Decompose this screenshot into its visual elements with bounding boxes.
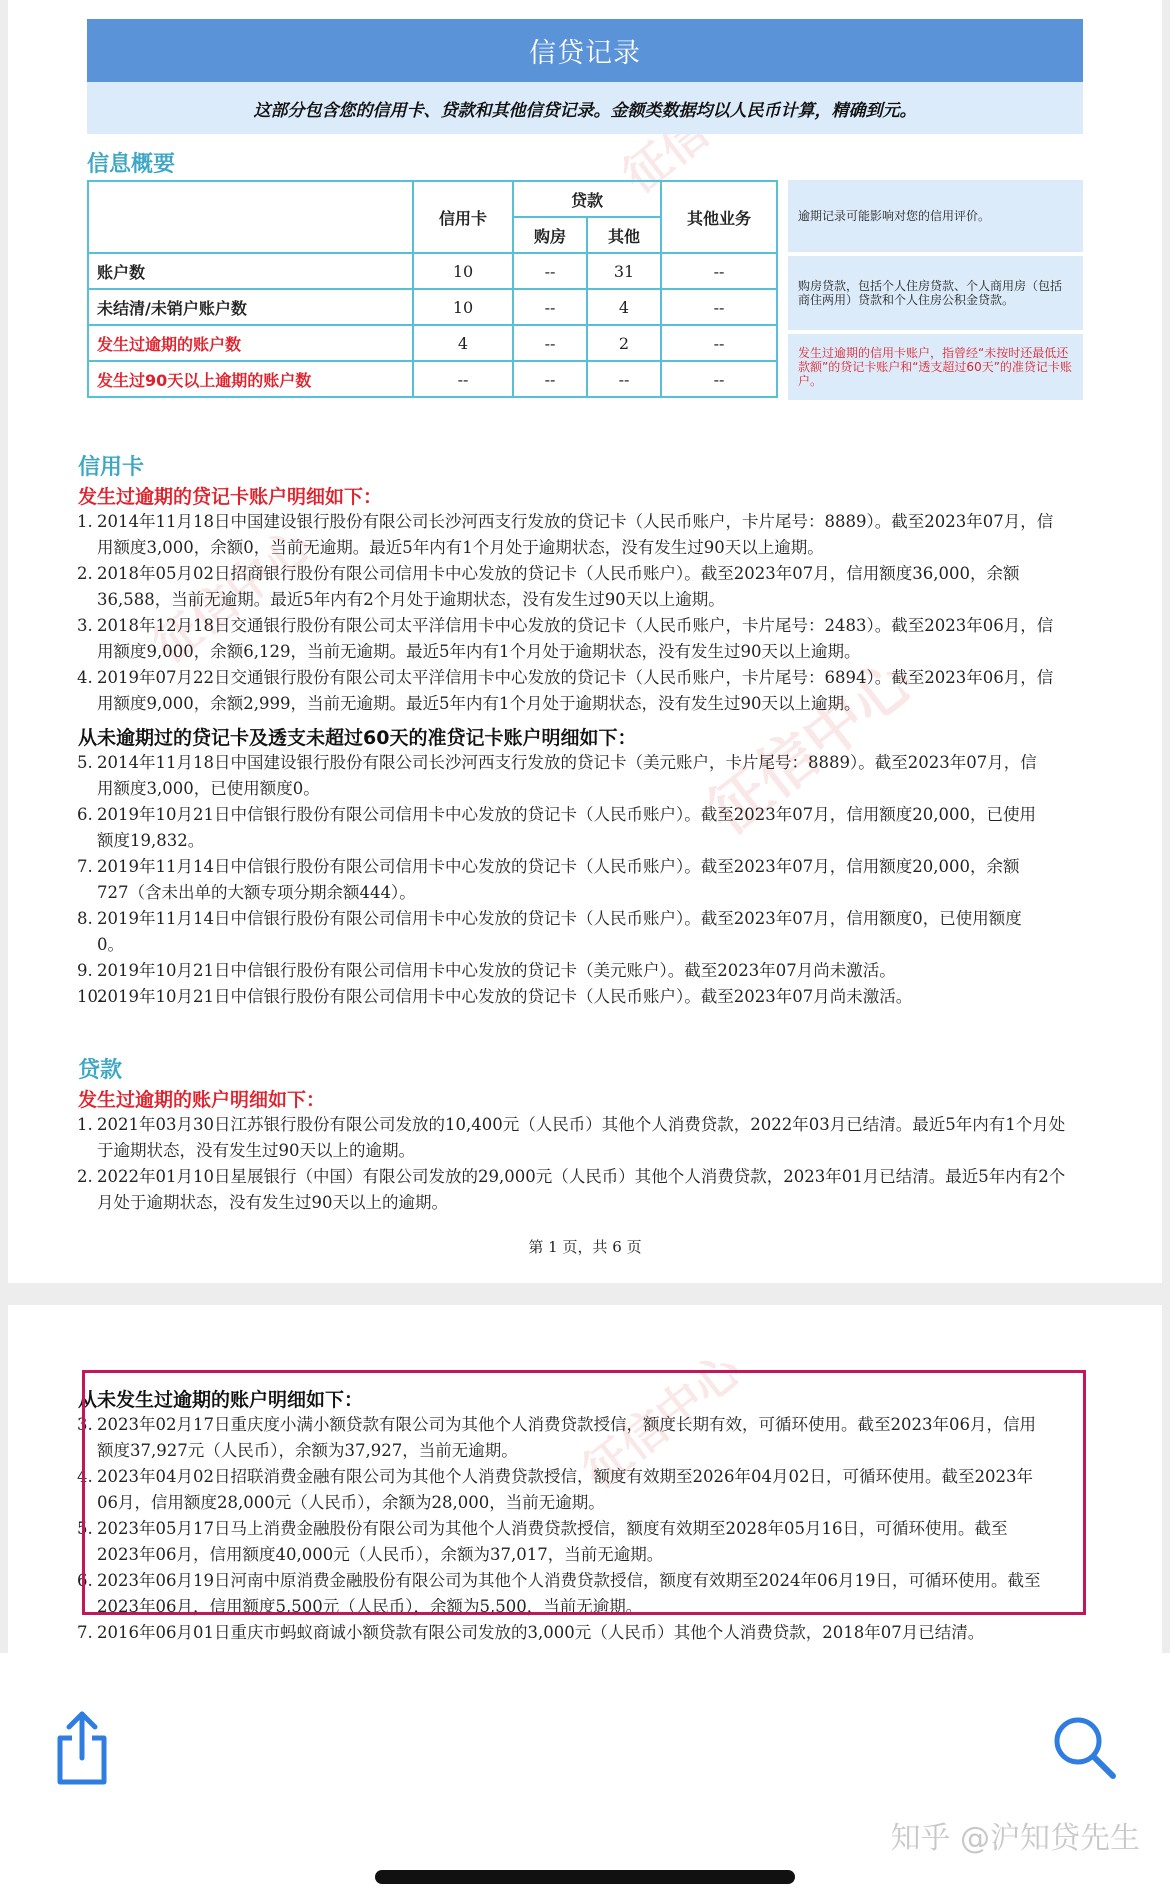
note-overdue-impact: 逾期记录可能影响对您的信用评价。 bbox=[788, 180, 1083, 252]
cell-other-business: -- bbox=[661, 361, 777, 397]
cc-overdue-list bbox=[78, 509, 1098, 717]
col-loan-other: 其他 bbox=[587, 217, 661, 253]
item-text: 2019年10月21日中信银行股份有限公司信用卡中心发放的贷记卡（人民币账户）。截至2023年07月尚未激活。 bbox=[97, 987, 913, 1006]
item-text: 0。 bbox=[97, 935, 124, 954]
cell-loan-house: -- bbox=[513, 325, 587, 361]
loan-overdue-heading: 发生过逾期的账户明细如下： bbox=[78, 1089, 326, 1111]
item-text: 2019年11月14日中信银行股份有限公司信用卡中心发放的贷记卡（人民币账户）。截至2023年07月，信用额度20,000，余额 bbox=[97, 857, 1020, 876]
loan-overdue-list bbox=[78, 1112, 1098, 1216]
cell-loan-other: -- bbox=[587, 361, 661, 397]
item-text: 2016年06月01日重庆市蚂蚁商诚小额贷款有限公司发放的3,000元（人民币）其他个人消费贷款，2018年07月已结清。 bbox=[97, 1623, 985, 1642]
summary-table bbox=[87, 180, 778, 398]
item-text: 2023年02月17日重庆度小满小额贷款有限公司为其他个人消费贷款授信，额度长期有效，可循环使用。截至2023年06月，信用 bbox=[97, 1415, 1036, 1434]
no-overdue-heading: 从未发生过逾期的账户明细如下： bbox=[78, 1389, 364, 1411]
list-item bbox=[78, 1112, 1098, 1164]
list-item bbox=[78, 854, 1098, 906]
item-number: 4. bbox=[77, 668, 93, 687]
item-text: 2018年05月02日招商银行股份有限公司信用卡中心发放的贷记卡（人民币账户）。截至2023年07月，信用额度36,000，余额 bbox=[97, 564, 1020, 583]
loan-title: 贷款 bbox=[78, 1058, 123, 1083]
note-overdue-definition: 发生过逾期的信用卡账户，指曾经“未按时还最低还款额”的贷记卡账户和“透支超过60天”的准贷记卡账户。 bbox=[788, 334, 1083, 400]
list-item bbox=[78, 1620, 1098, 1646]
cell-loan-other: 2 bbox=[587, 325, 661, 361]
item-text: 额度37,927元（人民币），余额为37,927，当前无逾期。 bbox=[97, 1441, 518, 1460]
item-text: 月处于逾期状态，没有发生过90天以上的逾期。 bbox=[97, 1193, 448, 1212]
cell-loan-other: 4 bbox=[587, 289, 661, 325]
home-indicator[interactable] bbox=[375, 1870, 795, 1884]
cell-loan-house: -- bbox=[513, 289, 587, 325]
cell-other-business: -- bbox=[661, 325, 777, 361]
item-text: 用额度9,000，余额6,129，当前无逾期。最近5年内有1个月处于逾期状态，没有发生过90天以上逾期。 bbox=[97, 642, 861, 661]
highlight-box bbox=[82, 1370, 1086, 1615]
item-text: 06月，信用额度28,000元（人民币），余额为28,000，当前无逾期。 bbox=[97, 1493, 605, 1512]
col-credit-card: 信用卡 bbox=[413, 181, 513, 253]
item-number: 7. bbox=[77, 857, 93, 876]
bottom-toolbar bbox=[0, 1653, 1170, 1901]
cell-credit-card: 10 bbox=[413, 289, 513, 325]
list-item bbox=[78, 509, 1098, 561]
cell-loan-house: -- bbox=[513, 253, 587, 289]
item-text: 2019年11月14日中信银行股份有限公司信用卡中心发放的贷记卡（人民币账户）。截至2023年07月，信用额度0，已使用额度 bbox=[97, 909, 1022, 928]
brand-watermark: 知乎 @沪知贷先生 bbox=[890, 1821, 1140, 1856]
credit-record-header: 信贷记录 bbox=[87, 19, 1083, 82]
item-text: 2014年11月18日中国建设银行股份有限公司长沙河西支行发放的贷记卡（人民币账户，卡片尾号：8889）。截至2023年07月，信 bbox=[97, 512, 1054, 531]
item-text: 2019年10月21日中信银行股份有限公司信用卡中心发放的贷记卡（人民币账户）。截至2023年07月，信用额度20,000，已使用 bbox=[97, 805, 1036, 824]
cell-credit-card: 4 bbox=[413, 325, 513, 361]
list-item bbox=[78, 1164, 1098, 1216]
table-row bbox=[88, 289, 777, 325]
row-label: 发生过90天以上逾期的账户数 bbox=[88, 361, 413, 397]
row-label: 发生过逾期的账户数 bbox=[88, 325, 413, 361]
list-item bbox=[78, 906, 1098, 958]
item-number: 2. bbox=[77, 564, 93, 583]
item-text: 2023年06月，信用额度5,500元（人民币），余额为5,500，当前无逾期。 bbox=[97, 1597, 643, 1616]
row-label: 未结清/未销户账户数 bbox=[88, 289, 413, 325]
cell-other-business: -- bbox=[661, 253, 777, 289]
item-text: 2023年05月17日马上消费金融股份有限公司为其他个人消费贷款授信，额度有效期至2028年05月16日，可循环使用。截至 bbox=[97, 1519, 1008, 1538]
cell-other-business: -- bbox=[661, 289, 777, 325]
item-text: 用额度3,000，余额0，当前无逾期。最近5年内有1个月处于逾期状态，没有发生过90天以上逾期。 bbox=[97, 538, 824, 557]
page-footer: 第 1 页，共 6 页 bbox=[528, 1238, 642, 1256]
item-number: 3. bbox=[77, 616, 93, 635]
item-number: 5. bbox=[77, 1519, 93, 1538]
item-number: 9. bbox=[77, 961, 93, 980]
item-text: 727（含未出单的大额专项分期余额444）。 bbox=[97, 883, 416, 902]
item-text: 用额度3,000，已使用额度0。 bbox=[97, 779, 320, 798]
search-icon[interactable] bbox=[1050, 1713, 1118, 1781]
item-number: 5. bbox=[77, 753, 93, 772]
cell-credit-card: -- bbox=[413, 361, 513, 397]
report-page-1 bbox=[8, 0, 1162, 1283]
item-number: 10. bbox=[77, 987, 104, 1006]
list-item bbox=[78, 665, 1098, 717]
credit-record-subtitle: 这部分包含您的信用卡、贷款和其他信贷记录。金额类数据均以人民币计算，精确到元。 bbox=[87, 82, 1083, 134]
item-text: 2018年12月18日交通银行股份有限公司太平洋信用卡中心发放的贷记卡（人民币账户，卡片尾号：2483）。截至2023年06月，信 bbox=[97, 616, 1054, 635]
list-item bbox=[78, 802, 1098, 854]
item-text: 2019年10月21日中信银行股份有限公司信用卡中心发放的贷记卡（美元账户）。截至2023年07月尚未激活。 bbox=[97, 961, 896, 980]
item-text: 于逾期状态，没有发生过90天以上的逾期。 bbox=[97, 1141, 415, 1160]
item-number: 1. bbox=[77, 1115, 93, 1134]
item-text: 36,588，当前无逾期。最近5年内有2个月处于逾期状态，没有发生过90天以上逾期。 bbox=[97, 590, 725, 609]
watermark-seal: 征信中心 bbox=[142, 517, 321, 674]
share-icon[interactable] bbox=[52, 1708, 112, 1788]
col-loan: 贷款 bbox=[513, 181, 661, 217]
table-row bbox=[88, 325, 777, 361]
item-text: 用额度9,000，余额2,999，当前无逾期。最近5年内有1个月处于逾期状态，没有发生过90天以上逾期。 bbox=[97, 694, 861, 713]
item-text: 2021年03月30日江苏银行股份有限公司发放的10,400元（人民币）其他个人消费贷款，2022年03月已结清。最近5年内有1个月处 bbox=[97, 1115, 1066, 1134]
list-item bbox=[78, 613, 1098, 665]
item-text: 额度19,832。 bbox=[97, 831, 205, 850]
note-house-loan: 购房贷款，包括个人住房贷款、个人商用房（包括商住两用）贷款和个人住房公积金贷款。 bbox=[788, 256, 1083, 330]
item-number: 6. bbox=[77, 805, 93, 824]
watermark-seal: 征信中心 bbox=[572, 1342, 751, 1499]
watermark-seal: 征信中心 bbox=[694, 645, 928, 849]
col-other-business: 其他业务 bbox=[661, 181, 777, 253]
item-text: 2014年11月18日中国建设银行股份有限公司长沙河西支行发放的贷记卡（美元账户，卡片尾号：8889）。截至2023年07月，信 bbox=[97, 753, 1037, 772]
item-number: 4. bbox=[77, 1467, 93, 1486]
cell-credit-card: 10 bbox=[413, 253, 513, 289]
cc-normal-heading: 从未逾期过的贷记卡及透支未超过60天的准贷记卡账户明细如下： bbox=[78, 727, 637, 749]
cc-overdue-heading: 发生过逾期的贷记卡账户明细如下： bbox=[78, 486, 383, 508]
item-text: 2019年07月22日交通银行股份有限公司太平洋信用卡中心发放的贷记卡（人民币账户，卡片尾号：6894）。截至2023年06月，信 bbox=[97, 668, 1054, 687]
item-number: 6. bbox=[77, 1571, 93, 1590]
report-page-2 bbox=[8, 1305, 1162, 1653]
table-corner bbox=[88, 181, 413, 253]
list-item bbox=[78, 984, 1098, 1010]
list-item bbox=[78, 958, 1098, 984]
credit-card-title: 信用卡 bbox=[78, 455, 145, 480]
cell-loan-other: 31 bbox=[587, 253, 661, 289]
item-text: 2022年01月10日星展银行（中国）有限公司发放的29,000元（人民币）其他个人消费贷款，2023年01月已结清。最近5年内有2个 bbox=[97, 1167, 1066, 1186]
item-text: 2023年06月，信用额度40,000元（人民币），余额为37,017，当前无逾期。 bbox=[97, 1545, 664, 1564]
item-text: 2023年06月19日河南中原消费金融股份有限公司为其他个人消费贷款授信，额度有效期至2024年06月19日，可循环使用。截至 bbox=[97, 1571, 1041, 1590]
item-text: 2023年04月02日招联消费金融有限公司为其他个人消费贷款授信，额度有效期至2026年04月02日，可循环使用。截至2023年 bbox=[97, 1467, 1033, 1486]
cc-normal-list bbox=[78, 750, 1098, 1010]
list-item bbox=[78, 750, 1098, 802]
item-number: 3. bbox=[77, 1415, 93, 1434]
item-number: 1. bbox=[77, 512, 93, 531]
item-number: 7. bbox=[77, 1623, 93, 1642]
list-item bbox=[78, 561, 1098, 613]
col-loan-house: 购房 bbox=[513, 217, 587, 253]
overview-title: 信息概要 bbox=[87, 152, 176, 177]
cell-loan-house: -- bbox=[513, 361, 587, 397]
table-row bbox=[88, 253, 777, 289]
table-row bbox=[88, 361, 777, 397]
row-label: 账户数 bbox=[88, 253, 413, 289]
item-number: 8. bbox=[77, 909, 93, 928]
item-number: 2. bbox=[77, 1167, 93, 1186]
